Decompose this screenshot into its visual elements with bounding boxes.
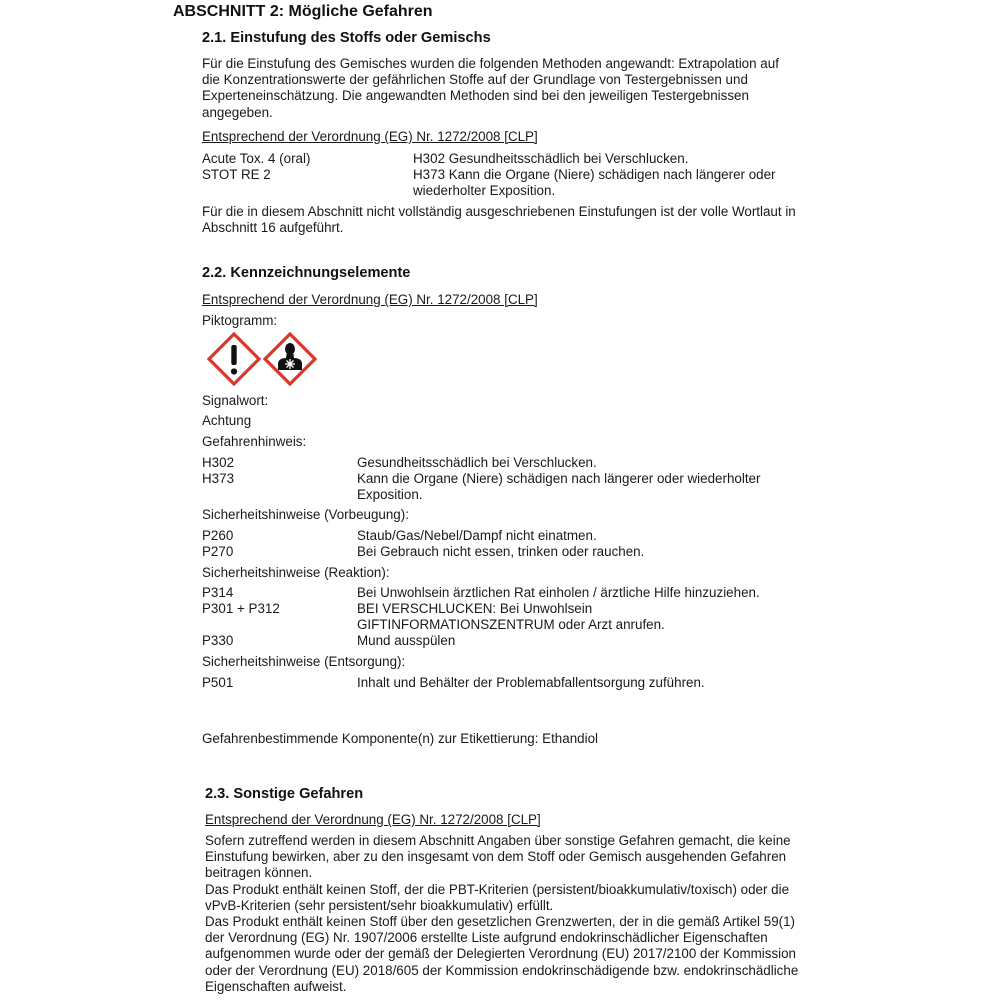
disposal-table (202, 675, 822, 693)
classification-intro (202, 56, 779, 121)
text-line: Experteneinschätzung. Die angewandten Methoden sind bei den jeweiligen Testergebnissen (202, 88, 749, 104)
section-title: ABSCHNITT 2: Mögliche Gefahren (173, 3, 433, 20)
exclamation-mark-icon (207, 332, 261, 386)
labelling-components: Gefahrenbestimmende Komponente(n) zur Etikettierung: Ethandiol (202, 731, 598, 746)
text-line: Eigenschaften aufweist. (205, 978, 347, 994)
subsection-2-3-title: 2.3. Sonstige Gefahren (205, 786, 364, 802)
disposal-label: Sicherheitshinweise (Entsorgung): (202, 654, 406, 669)
text-line: der Verordnung (EG) Nr. 1907/2006 erstellte Liste aufgrund endokrinschädlicher Eigenschaften (205, 930, 768, 946)
classification-class: Acute Tox. 4 (oral) (202, 151, 311, 166)
precaution-text: Bei Gebrauch nicht essen, trinken oder rauchen. (357, 544, 645, 559)
precaution-text: GIFTINFORMATIONSZENTRUM oder Arzt anrufen. (357, 617, 665, 632)
text-line: beitragen können. (205, 865, 313, 881)
pictogram-label: Piktogramm: (202, 313, 278, 328)
text-line: Für die Einstufung des Gemisches wurden die folgenden Methoden angewandt: Extrapolation auf (202, 56, 779, 71)
other-hazards-text (205, 833, 798, 995)
classification-class: STOT RE 2 (202, 167, 271, 182)
classification-table (202, 151, 842, 201)
hazard-text: Gesundheitsschädlich bei Verschlucken. (357, 455, 597, 470)
hazard-text: Exposition. (357, 487, 423, 502)
prevention-table (202, 528, 822, 562)
precaution-text: BEI VERSCHLUCKEN: Bei Unwohlsein (357, 601, 593, 616)
text-line: vPvB-Kriterien (sehr persistent/sehr bioakkumulativ) erfüllt. (205, 897, 554, 913)
text-line: angegeben. (202, 104, 273, 120)
text-line: Das Produkt enthält keinen Stoff, der die PBT-Kriterien (persistent/bioakkumulativ/toxisch) oder die (205, 881, 790, 897)
precaution-text: Inhalt und Behälter der Problemabfallentsorgung zuführen. (357, 675, 705, 690)
text-line: oder der Verordnung (EU) 2018/605 der Kommission endokrinschädigende bzw. endokrinschädliche (205, 962, 799, 978)
signal-word-label: Signalwort: (202, 393, 269, 408)
regulation-reference: Entsprechend der Verordnung (EG) Nr. 1272/2008 [CLP] (205, 812, 541, 827)
hazard-text: Kann die Organe (Niere) schädigen nach längerer oder wiederholter (357, 471, 761, 486)
subsection-2-2-title: 2.2. Kennzeichnungselemente (202, 265, 411, 281)
precaution-text: Bei Unwohlsein ärztlichen Rat einholen / ärztliche Hilfe hinzuziehen. (357, 585, 760, 600)
hazard-statements-table (202, 455, 822, 505)
precaution-code: P314 (202, 585, 234, 600)
regulation-reference: Entsprechend der Verordnung (EG) Nr. 1272/2008 [CLP] (202, 292, 538, 307)
text-line: Das Produkt enthält keinen Stoff über den gesetzlichen Grenzwerten, der in die gemäß Artikel 59(1) (205, 914, 796, 930)
classification-statement: H302 Gesundheitsschädlich bei Verschlucken. (413, 151, 689, 166)
response-label: Sicherheitshinweise (Reaktion): (202, 565, 390, 580)
response-table (202, 585, 822, 651)
precaution-code: P330 (202, 633, 234, 648)
precaution-code: P501 (202, 675, 234, 690)
signal-word: Achtung (202, 413, 252, 428)
precaution-text: Mund ausspülen (357, 633, 456, 648)
precaution-code: P260 (202, 528, 234, 543)
text-line: Für die in diesem Abschnitt nicht vollständig ausgeschriebenen Einstufungen ist der volle Wortlaut in (202, 204, 796, 219)
classification-statement: H373 Kann die Organe (Niere) schädigen nach längerer oder (413, 167, 776, 182)
prevention-label: Sicherheitshinweise (Vorbeugung): (202, 507, 409, 522)
health-hazard-icon (263, 332, 317, 386)
subsection-2-1-title: 2.1. Einstufung des Stoffs oder Gemischs (202, 30, 491, 46)
text-line: die Konzentrationswerte der gefährlichen Stoffe auf der Grundlage von Testergebnissen und (202, 72, 748, 88)
precaution-text: Staub/Gas/Nebel/Dampf nicht einatmen. (357, 528, 597, 543)
precaution-code: P270 (202, 544, 234, 559)
classification-statement: wiederholter Exposition. (413, 183, 556, 198)
text-line: Einstufung bewirken, aber zu den insgesamt von dem Stoff oder Gemisch ausgehenden Gefahren (205, 849, 787, 865)
precaution-code: P301 + P312 (202, 601, 280, 616)
text-line: Abschnitt 16 aufgeführt. (202, 220, 344, 236)
regulation-reference: Entsprechend der Verordnung (EG) Nr. 1272/2008 [CLP] (202, 129, 538, 144)
hazard-code: H373 (202, 471, 235, 486)
classification-note (202, 204, 796, 236)
text-line: aufgenommen wurde oder der gemäß der Delegierten Verordnung (EU) 2017/2100 der Kommission (205, 946, 797, 962)
text-line: Sofern zutreffend werden in diesem Abschnitt Angaben über sonstige Gefahren gemacht, die keine (205, 833, 791, 848)
hazard-code: H302 (202, 455, 235, 470)
hazard-statements-label: Gefahrenhinweis: (202, 434, 307, 449)
